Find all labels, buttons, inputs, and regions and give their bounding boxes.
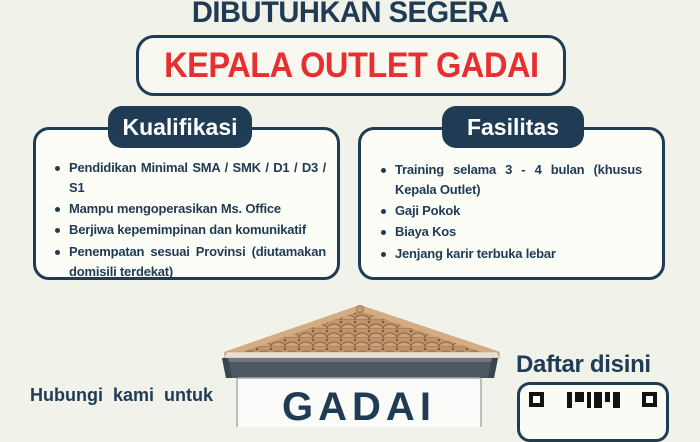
roof [224, 306, 500, 358]
list-item: Berjiwa kepemimpinan dan komunikatif [54, 220, 326, 240]
sign-board [237, 378, 481, 427]
job-title-text: KEPALA OUTLET GADAI [163, 45, 539, 85]
contact-text: Hubungi kami untuk [30, 385, 213, 405]
fascia [222, 358, 498, 378]
list-item: Training selama 3 - 4 bulan (khusus Kepala Outlet) [380, 160, 642, 200]
facilities-header-label: Fasilitas [466, 113, 560, 140]
list-item: Pendidikan Minimal SMA / SMK / D1 / D3 / S1 [54, 158, 326, 198]
facilities-list [380, 160, 642, 265]
headline-text: DIBUTUHKAN SEGERA [191, 0, 509, 29]
qualifications-header-label: Kualifikasi [122, 113, 238, 140]
list-item: Jenjang karir terbuka lebar [380, 244, 642, 264]
list-item: Penempatan sesuai Provinsi (diutamakan domisili terdekat) [54, 242, 326, 282]
list-item: Mampu mengoperasikan Ms. Office [54, 199, 326, 219]
list-item: Gaji Pokok [380, 201, 642, 221]
storefront-illustration [215, 302, 500, 427]
facilities-header-pill [442, 106, 584, 148]
list-item: Biaya Kos [380, 222, 642, 242]
qualifications-header-pill [108, 106, 252, 148]
qr-code-icon [550, 392, 636, 408]
sign-text: GADAI [282, 385, 436, 427]
register-label: Daftar disini [516, 351, 651, 378]
qualifications-list [54, 158, 326, 283]
qr-code-box [517, 382, 669, 442]
job-title-box [136, 35, 566, 96]
